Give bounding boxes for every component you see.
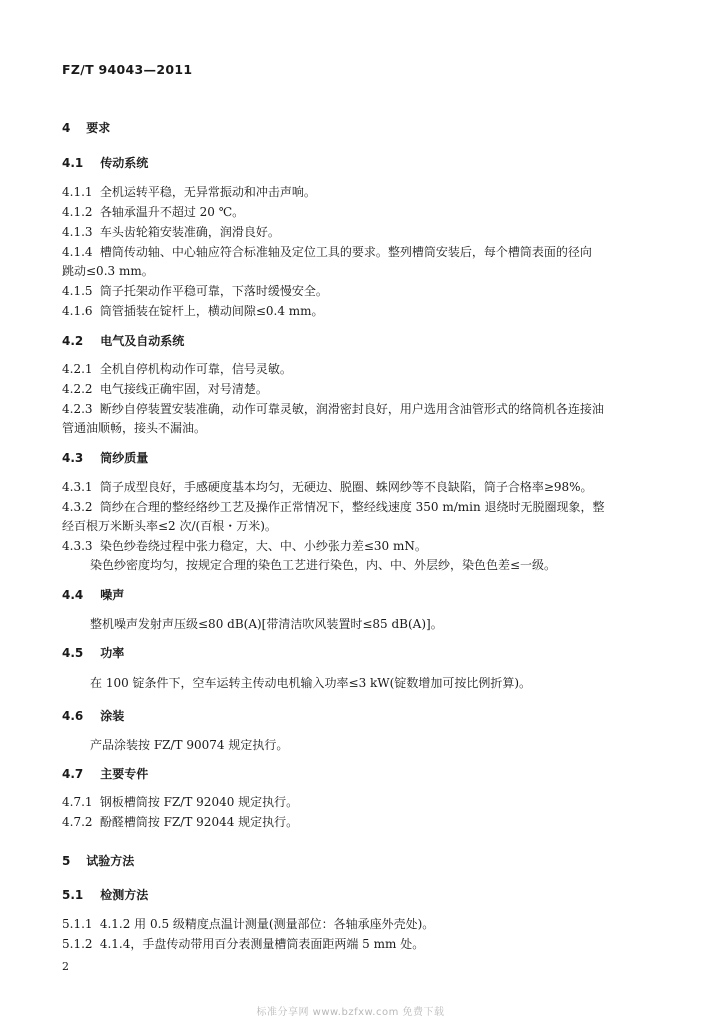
clause-4-1-6 (62, 303, 324, 319)
clause-number: 5.1.1 (62, 917, 93, 931)
clause-text: 染色纱卷绕过程中张力稳定，大、中、小纱张力差≤30 mN。 (99, 539, 427, 553)
clause-number: 4.1.3 (62, 225, 93, 239)
section-5-heading (62, 853, 134, 869)
clause-4-7-1 (62, 794, 298, 810)
section-number: 4.3 (62, 451, 84, 465)
clause-number: 4.7.2 (62, 815, 93, 829)
page-number: 2 (62, 960, 69, 973)
section-title: 检测方法 (100, 888, 149, 902)
section-4-6-heading (62, 708, 124, 724)
clause-text: 全机运转平稳，无异常振动和冲击声响。 (99, 185, 316, 199)
clause-number: 4.2.2 (62, 382, 93, 396)
clause-4-7-2 (62, 814, 298, 830)
clause-4-1-2 (62, 204, 244, 220)
clause-text: 断纱自停装置安装准确，动作可靠灵敏，润滑密封良好，用户选用含油管形式的络筒机各连接油 (99, 402, 604, 416)
section-4-4-heading (62, 587, 124, 603)
clause-4-1-4 (62, 244, 592, 260)
clause-4-2-1 (62, 361, 292, 377)
clause-text: 车头齿轮箱安装准确，润滑良好。 (99, 225, 280, 239)
clause-4-1-1 (62, 184, 316, 200)
section-title: 试验方法 (86, 854, 135, 868)
clause-number: 4.1.5 (62, 284, 93, 298)
clause-number: 4.1.6 (62, 304, 93, 318)
section-4-1-heading (62, 155, 148, 171)
clause-number: 5.1.2 (62, 937, 93, 951)
section-4-4-body: 整机噪声发射声压级≤80 dB(A)[带清洁吹风装置时≤85 dB(A)]。 (90, 617, 443, 631)
clause-text: 全机自停机构动作可靠，信号灵敏。 (99, 362, 292, 376)
clause-text: 筒纱在合理的整经络纱工艺及操作正常情况下，整经线速度 350 m/min 退绕时无脱圈现象，整 (99, 500, 605, 514)
clause-4-3-2-continuation: 经百根万米断头率≤2 次/(百根・万米)。 (62, 519, 277, 533)
section-number: 5.1 (62, 888, 84, 902)
section-title: 噪声 (100, 588, 125, 602)
clause-text: 4.1.2 用 0.5 级精度点温计测量(测量部位：各轴承座外壳处)。 (99, 917, 435, 931)
section-number: 4.6 (62, 709, 84, 723)
clause-number: 4.3.3 (62, 539, 93, 553)
clause-4-1-3 (62, 224, 280, 240)
clause-4-3-3-paragraph: 染色纱密度均匀，按规定合理的染色工艺进行染色，内、中、外层纱，染色色差≤一级。 (90, 558, 557, 572)
clause-4-1-4-continuation: 跳动≤0.3 mm。 (62, 264, 154, 278)
section-4-5-body: 在 100 锭条件下，空车运转主传动电机输入功率≤3 kW(锭数增加可按比例折算)。 (90, 676, 532, 690)
section-title: 筒纱质量 (100, 451, 149, 465)
section-title: 功率 (100, 646, 125, 660)
standard-code-header: FZ/T 94043—2011 (62, 62, 193, 77)
clause-text: 各轴承温升不超过 20 ℃。 (99, 205, 245, 219)
section-4-7-heading (62, 766, 148, 782)
section-title: 主要专件 (100, 767, 149, 781)
clause-text: 筒子成型良好，手感硬度基本均匀，无硬边、脱圈、蛛网纱等不良缺陷，筒子合格率≥98%。 (99, 480, 593, 494)
section-number: 4.5 (62, 646, 84, 660)
clause-text: 4.1.4，手盘传动带用百分表测量槽筒表面距两端 5 mm 处。 (99, 937, 425, 951)
clause-number: 4.3.1 (62, 480, 93, 494)
section-number: 5 (62, 854, 71, 868)
clause-text: 钢板槽筒按 FZ/T 92040 规定执行。 (99, 795, 299, 809)
clause-text: 电气接线正确牢固，对号清楚。 (99, 382, 268, 396)
section-number: 4.1 (62, 156, 84, 170)
section-title: 涂装 (100, 709, 125, 723)
section-number: 4 (62, 121, 71, 135)
clause-number: 4.2.3 (62, 402, 93, 416)
section-4-heading (62, 120, 110, 136)
section-number: 4.2 (62, 334, 84, 348)
section-4-3-heading (62, 450, 148, 466)
clause-4-3-1 (62, 479, 593, 495)
section-4-5-heading (62, 645, 124, 661)
watermark-footer: 标准分享网 www.bzfxw.com 免费下载 (256, 1007, 445, 1018)
clause-text: 筒子托架动作平稳可靠，下落时缓慢安全。 (99, 284, 328, 298)
clause-4-3-3 (62, 538, 427, 554)
clause-number: 4.2.1 (62, 362, 93, 376)
clause-number: 4.7.1 (62, 795, 93, 809)
section-number: 4.7 (62, 767, 84, 781)
clause-4-3-2 (62, 499, 605, 515)
clause-4-2-3 (62, 401, 604, 417)
clause-4-2-2 (62, 381, 268, 397)
clause-number: 4.1.1 (62, 185, 93, 199)
clause-number: 4.1.2 (62, 205, 93, 219)
clause-text: 槽筒传动轴、中心轴应符合标准轴及定位工具的要求。整列槽筒安装后，每个槽筒表面的径向 (99, 245, 592, 259)
section-number: 4.4 (62, 588, 84, 602)
clause-5-1-1 (62, 916, 434, 932)
clause-5-1-2 (62, 936, 424, 952)
clause-text: 酚醛槽筒按 FZ/T 92044 规定执行。 (99, 815, 299, 829)
section-4-6-body: 产品涂装按 FZ/T 90074 规定执行。 (90, 738, 289, 752)
section-title: 传动系统 (100, 156, 149, 170)
section-title: 要求 (86, 121, 111, 135)
section-title: 电气及自动系统 (100, 334, 185, 348)
section-5-1-heading (62, 887, 148, 903)
clause-text: 筒管插装在锭杆上，横动间隙≤0.4 mm。 (99, 304, 324, 318)
clause-4-2-3-continuation: 管通油顺畅，接头不漏油。 (62, 421, 207, 435)
clause-4-1-5 (62, 283, 328, 299)
clause-number: 4.1.4 (62, 245, 93, 259)
clause-number: 4.3.2 (62, 500, 93, 514)
section-4-2-heading (62, 333, 184, 349)
